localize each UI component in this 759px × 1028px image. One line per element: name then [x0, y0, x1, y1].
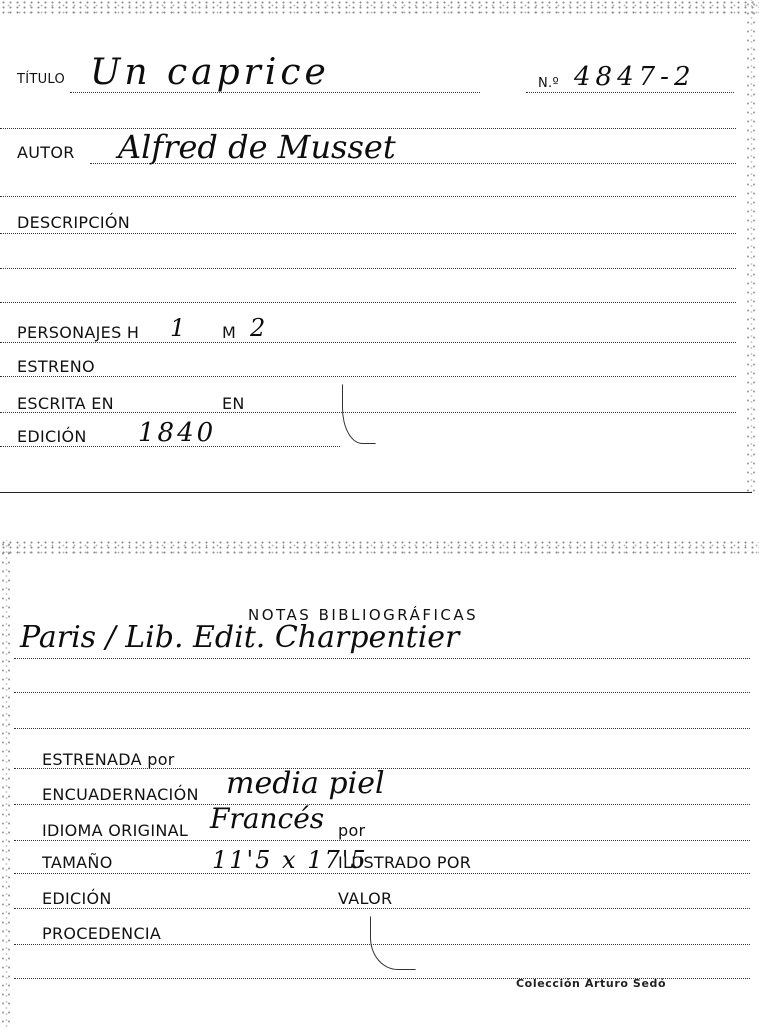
- titulo-line: [70, 92, 480, 93]
- estreno-label: ESTRENO: [17, 357, 95, 376]
- por-label: por: [338, 821, 366, 840]
- tamano-value: 11'5 x 17'5: [212, 846, 368, 874]
- en-label: EN: [222, 394, 245, 413]
- pencil-mark: [370, 916, 416, 970]
- notas-heading: NOTAS BIBLIOGRÁFICAS: [248, 606, 479, 624]
- personajes-h-value: 1: [170, 314, 186, 342]
- encuadernacion-label: ENCUADERNACIÓN: [42, 785, 199, 804]
- ilustrado-label: ILUSTRADO POR: [338, 853, 472, 872]
- descripcion-label: DESCRIPCIÓN: [17, 213, 130, 232]
- escrita-en-label: ESCRITA EN: [17, 394, 114, 413]
- numero-line: [526, 92, 734, 93]
- ruled-line: [0, 302, 736, 303]
- estrenada-label: ESTRENADA por: [42, 750, 175, 769]
- ruled-line: [14, 692, 750, 693]
- ruled-line: [0, 268, 736, 269]
- ruled-line: [0, 376, 736, 377]
- valor-label: VALOR: [338, 889, 393, 908]
- ruled-line: [0, 342, 736, 343]
- ruled-line: [14, 873, 750, 874]
- ruled-line: [0, 196, 736, 197]
- autor-line: [90, 163, 736, 164]
- edicion-value: 1840: [138, 418, 217, 448]
- card-side-texture: [745, 0, 759, 495]
- encuadernacion-value: media piel: [226, 766, 385, 801]
- ruled-line: [14, 804, 750, 805]
- numero-label: N.º: [538, 76, 559, 91]
- autor-label: AUTOR: [17, 143, 75, 162]
- pencil-mark: [342, 384, 376, 444]
- catalog-card-top: [0, 0, 759, 495]
- card-side-texture: [0, 540, 14, 1028]
- card-bottom-edge: [0, 492, 752, 493]
- personajes-m-label: M: [222, 323, 237, 342]
- edicion-label: EDICIÓN: [42, 889, 112, 908]
- procedencia-label: PROCEDENCIA: [42, 924, 162, 943]
- autor-value: Alfred de Musset: [118, 128, 396, 166]
- edicion-label: EDICIÓN: [17, 427, 87, 446]
- descripcion-line: [0, 233, 736, 234]
- ruled-line: [0, 446, 340, 447]
- card-edge-texture: [0, 0, 759, 14]
- personajes-m-value: 2: [250, 314, 266, 342]
- numero-value: 4847-2: [574, 62, 696, 92]
- titulo-value: Un caprice: [90, 52, 330, 93]
- ruled-line: [14, 908, 750, 909]
- catalog-card-bottom: [0, 540, 759, 1028]
- card-edge-texture: [0, 540, 759, 554]
- notas-value: Paris / Lib. Edit. Charpentier: [20, 620, 460, 655]
- personajes-h-label: PERSONAJES H: [17, 323, 140, 342]
- idioma-value: Francés: [210, 802, 325, 835]
- ruled-line: [14, 840, 750, 841]
- titulo-label: TÍTULO: [17, 72, 66, 87]
- tamano-label: TAMAÑO: [42, 853, 113, 872]
- coleccion-stamp: Colección Arturo Sedó: [516, 977, 667, 990]
- idioma-label: IDIOMA ORIGINAL: [42, 821, 189, 840]
- ruled-line: [14, 658, 750, 659]
- ruled-line: [14, 728, 750, 729]
